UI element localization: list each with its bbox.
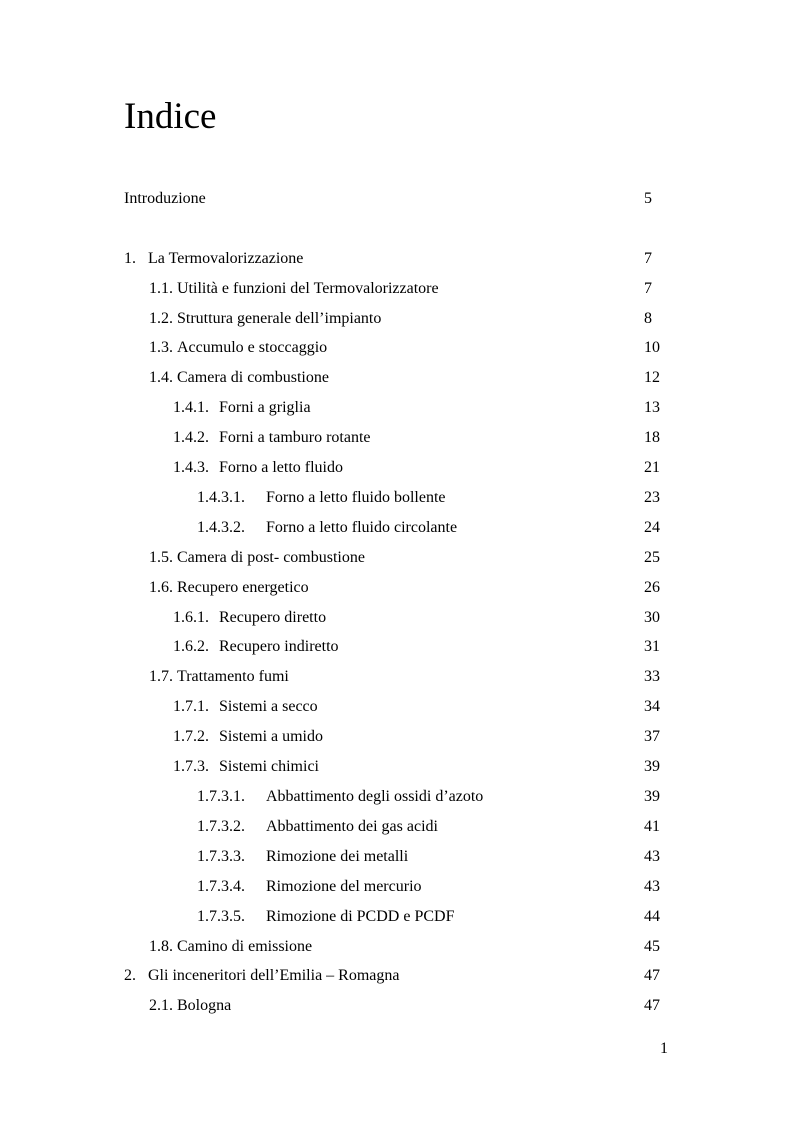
toc-entry-label: Gli inceneritori dell’Emilia – Romagna [148, 967, 400, 984]
toc-entry-page: 25 [644, 549, 660, 566]
toc-entry-label: Rimozione di PCDD e PCDF [266, 908, 455, 925]
toc-entry-label: Camera di post- combustione [177, 549, 365, 566]
toc-section-1-3 [149, 337, 327, 359]
toc-entry-number: 1.7.3.3. [197, 848, 245, 865]
toc-section-1-2 [149, 308, 381, 330]
toc-entry-number: 1.3. [149, 339, 173, 356]
toc-subsection-1-6-2 [173, 636, 339, 658]
toc-subsection-1-4-1 [173, 397, 311, 419]
toc-entry-page: 43 [644, 848, 660, 865]
toc-entry-label: Sistemi a secco [219, 698, 318, 715]
toc-subsection-1-7-2 [173, 726, 323, 748]
toc-entry-page: 30 [644, 609, 660, 626]
toc-entry-label: Rimozione dei metalli [266, 848, 409, 865]
toc-entry-label: Camino di emissione [177, 938, 313, 955]
toc-entry-page: 12 [644, 369, 660, 386]
toc-subsection-1-6-1 [173, 607, 326, 629]
toc-subsection-1-4-3 [173, 457, 343, 479]
toc-entry-page: 45 [644, 938, 660, 955]
toc-entry-number: 1.6.1. [173, 609, 209, 626]
toc-entry-label: Forno a letto fluido bollente [266, 489, 446, 506]
toc-entry-label: Sistemi chimici [219, 758, 319, 775]
toc-subsection-1-7-1 [173, 696, 318, 718]
page-number: 1 [660, 1040, 668, 1057]
toc-entry-label: Forni a griglia [219, 399, 311, 416]
toc-entry-label: Recupero indiretto [219, 638, 339, 655]
toc-entry-page: 8 [644, 310, 652, 327]
toc-entry-page: 41 [644, 818, 660, 835]
toc-entry-label: Struttura generale dell’impianto [177, 310, 382, 327]
toc-entry-number: 1.4.3.1. [197, 489, 245, 506]
toc-entry-number: 1.6.2. [173, 638, 209, 655]
toc-entry-label: La Termovalorizzazione [148, 250, 304, 267]
toc-section-1-8 [149, 936, 312, 958]
toc-entry-page: 37 [644, 728, 660, 745]
toc-entry-page: 10 [644, 339, 660, 356]
toc-subsubsection-1-7-3-2 [197, 816, 438, 838]
toc-subsubsection-1-4-3-1 [197, 487, 446, 509]
toc-section-1-1 [149, 278, 439, 300]
toc-subsubsection-1-7-3-5 [197, 906, 454, 928]
toc-entry-number: 1.7.3.4. [197, 878, 245, 895]
toc-entry-page: 23 [644, 489, 660, 506]
toc-entry-label: Camera di combustione [177, 369, 329, 386]
toc-entry-number: 1.7. [149, 668, 173, 685]
toc-chapter-2 [124, 965, 399, 987]
toc-subsection-1-7-3 [173, 756, 319, 778]
toc-entry-number: 1.7.3.1. [197, 788, 245, 805]
toc-entry-page: 5 [644, 190, 652, 207]
toc-entry-number: 1.4.3.2. [197, 519, 245, 536]
toc-entry-number: 2.1. [149, 997, 173, 1014]
toc-section-1-6 [149, 577, 309, 599]
toc-entry-page: 7 [644, 280, 652, 297]
toc-entry-label: Introduzione [124, 190, 206, 207]
toc-section-1-7 [149, 666, 289, 688]
toc-entry-label: Accumulo e stoccaggio [177, 339, 328, 356]
toc-entry-page: 24 [644, 519, 660, 536]
toc-entry-label: Sistemi a umido [219, 728, 323, 745]
toc-subsubsection-1-7-3-3 [197, 846, 408, 868]
toc-entry-label: Abbattimento degli ossidi d’azoto [266, 788, 484, 805]
toc-entry-label: Recupero diretto [219, 609, 327, 626]
toc-entry-label: Trattamento fumi [177, 668, 289, 685]
toc-subsubsection-1-4-3-2 [197, 517, 457, 539]
toc-entry-page: 34 [644, 698, 660, 715]
toc-entry-number: 1.4.1. [173, 399, 209, 416]
toc-entry-number: 1.5. [149, 549, 173, 566]
toc-entry-number: 1.4.3. [173, 459, 209, 476]
toc-entry-page: 33 [644, 668, 660, 685]
toc-subsubsection-1-7-3-1 [197, 786, 483, 808]
toc-entry-page: 47 [644, 967, 660, 984]
toc-entry-number: 1.7.3.5. [197, 908, 245, 925]
toc-entry-label: Forno a letto fluido [219, 459, 343, 476]
toc-entry-page: 7 [644, 250, 652, 267]
toc-entry-label: Rimozione del mercurio [266, 878, 422, 895]
toc-entry-page: 31 [644, 638, 660, 655]
toc-entry-number: 1.4.2. [173, 429, 209, 446]
toc-entry-introduzione [124, 188, 206, 210]
toc-chapter-1 [124, 248, 303, 270]
toc-entry-page: 39 [644, 758, 660, 775]
toc-entry-number: 1.8. [149, 938, 173, 955]
toc-subsection-1-4-2 [173, 427, 371, 449]
toc-entry-label: Utilità e funzioni del Termovalorizzatore [177, 280, 439, 297]
toc-entry-page: 44 [644, 908, 660, 925]
toc-subsubsection-1-7-3-4 [197, 876, 422, 898]
toc-section-1-5 [149, 547, 365, 569]
toc-entry-number: 1.7.1. [173, 698, 209, 715]
toc-entry-number: 1.7.3.2. [197, 818, 245, 835]
toc-entry-page: 43 [644, 878, 660, 895]
toc-entry-page: 21 [644, 459, 660, 476]
toc-section-1-4 [149, 367, 329, 389]
toc-entry-number: 1.7.3. [173, 758, 209, 775]
toc-entry-page: 39 [644, 788, 660, 805]
toc-entry-number: 1. [124, 250, 136, 267]
toc-entry-number: 1.6. [149, 579, 173, 596]
toc-entry-page: 13 [644, 399, 660, 416]
toc-entry-number: 1.7.2. [173, 728, 209, 745]
toc-entry-number: 1.1. [149, 280, 173, 297]
toc-entry-label: Bologna [177, 997, 232, 1014]
toc-entry-label: Recupero energetico [177, 579, 309, 596]
toc-entry-number: 2. [124, 967, 136, 984]
toc-entry-label: Abbattimento dei gas acidi [266, 818, 438, 835]
toc-entry-page: 47 [644, 997, 660, 1014]
toc-entry-number: 1.2. [149, 310, 173, 327]
toc-entry-label: Forni a tamburo rotante [219, 429, 371, 446]
toc-entry-page: 26 [644, 579, 660, 596]
toc-entry-number: 1.4. [149, 369, 173, 386]
toc-entry-label: Forno a letto fluido circolante [266, 519, 458, 536]
page-title: Indice [124, 96, 217, 137]
toc-entry-page: 18 [644, 429, 660, 446]
toc-section-2-1 [149, 995, 231, 1017]
